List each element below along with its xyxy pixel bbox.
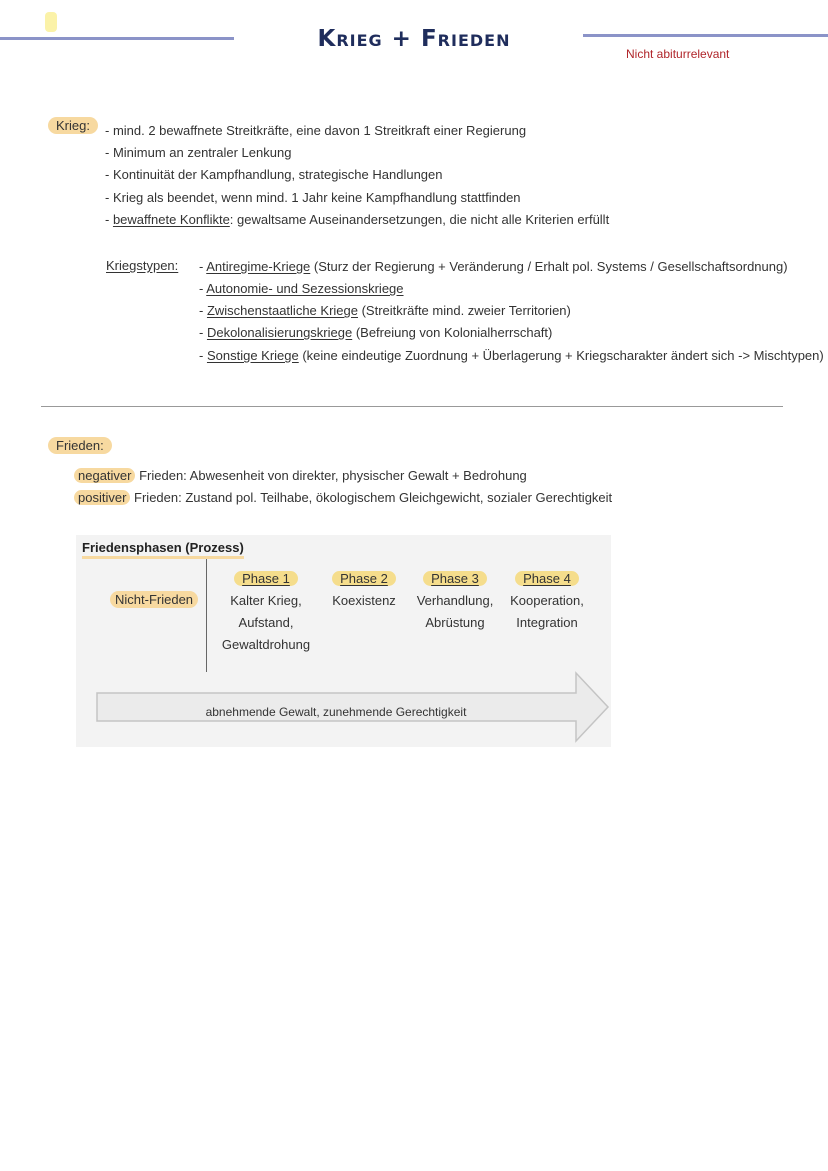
war-type-dash: - [199,281,207,296]
war-type-item [199,325,552,340]
krieg-criterion: - mind. 2 bewaffnete Streitkräfte, eine davon 1 Streitkraft einer Regierung [105,123,527,138]
kriegstypen-label: Kriegstypen: [106,258,179,273]
phase-desc: Koexistenz [332,593,396,608]
non-peace-label: Nicht-Frieden [110,591,198,608]
war-type-item [199,303,571,318]
frieden-label: Frieden: [48,437,112,454]
relevance-note: Nicht abiturrelevant [626,47,730,61]
diagram-title: Friedensphasen (Prozess) [82,540,244,559]
krieg-criterion: - Minimum an zentraler Lenkung [105,145,292,160]
phase-desc: Kalter Krieg, [230,593,302,608]
phase-desc: Aufstand, [238,615,294,630]
war-type-term: Zwischenstaatliche Kriege [206,303,358,318]
positive-peace-text: Frieden: Zustand pol. Teilhabe, ökologischem Gleichgewicht, sozialer Gerechtigkeit [130,490,613,505]
negative-peace-definition [74,468,527,483]
phase-tag: Phase 4 [515,571,579,586]
war-type-item [199,281,404,296]
arrow-label: abnehmende Gewalt, zunehmende Gerechtigkeit [205,705,467,719]
peace-phases-diagram [76,535,611,747]
war-type-term: Autonomie- und Sezessionskriege [206,281,404,296]
armed-conflicts-text: : gewaltsame Auseinandersetzungen, die nicht alle Kriterien erfüllt [229,212,610,227]
phase-tag: Phase 3 [423,571,487,586]
war-type-term: Antiregime-Kriege [206,259,311,274]
phase-desc: Gewaltdrohung [221,637,311,652]
positive-peace-term: positiver [74,490,130,505]
phase-desc: Kooperation, [510,593,584,608]
section-divider [41,406,783,407]
positive-peace-definition [74,490,612,505]
krieg-criterion: - Krieg als beendet, wenn mind. 1 Jahr keine Kampfhandlung stattfinden [105,190,521,205]
war-type-item [199,348,824,363]
phase-tag: Phase 1 [234,571,298,586]
war-type-desc: (Befreiung von Kolonialherrschaft) [352,325,553,340]
armed-conflicts-definition [105,212,609,227]
phase-tag: Phase 2 [332,571,396,586]
war-type-dash: - [199,303,207,318]
war-type-dash: - [199,259,207,274]
war-type-item [199,259,788,274]
war-type-desc: (keine eindeutige Zuordnung + Überlagerung + Kriegscharakter ändert sich -> Mischtypen) [298,348,824,363]
phase-desc: Abrüstung [425,615,485,630]
negative-peace-term: negativer [74,468,135,483]
war-type-desc: (Sturz der Regierung + Veränderung / Erhalt pol. Systems / Gesellschaftsordnung) [310,259,788,274]
krieg-criterion: - Kontinuität der Kampfhandlung, strategische Handlungen [105,167,443,182]
phase-desc: Verhandlung, [416,593,494,608]
negative-peace-text: Frieden: Abwesenheit von direkter, physischer Gewalt + Bedrohung [135,468,527,483]
war-type-dash: - [199,325,207,340]
war-type-term: Sonstige Kriege [206,348,299,363]
armed-conflicts-dash: - [105,212,113,227]
krieg-label: Krieg: [48,117,98,134]
war-type-dash: - [199,348,207,363]
page-title: Krieg + Frieden [317,26,511,52]
war-type-desc: (Streitkräfte mind. zweier Territorien) [357,303,571,318]
war-type-term: Dekolonalisierungskriege [206,325,353,340]
phase-desc: Integration [516,615,578,630]
armed-conflicts-term: bewaffnete Konflikte [112,212,230,227]
